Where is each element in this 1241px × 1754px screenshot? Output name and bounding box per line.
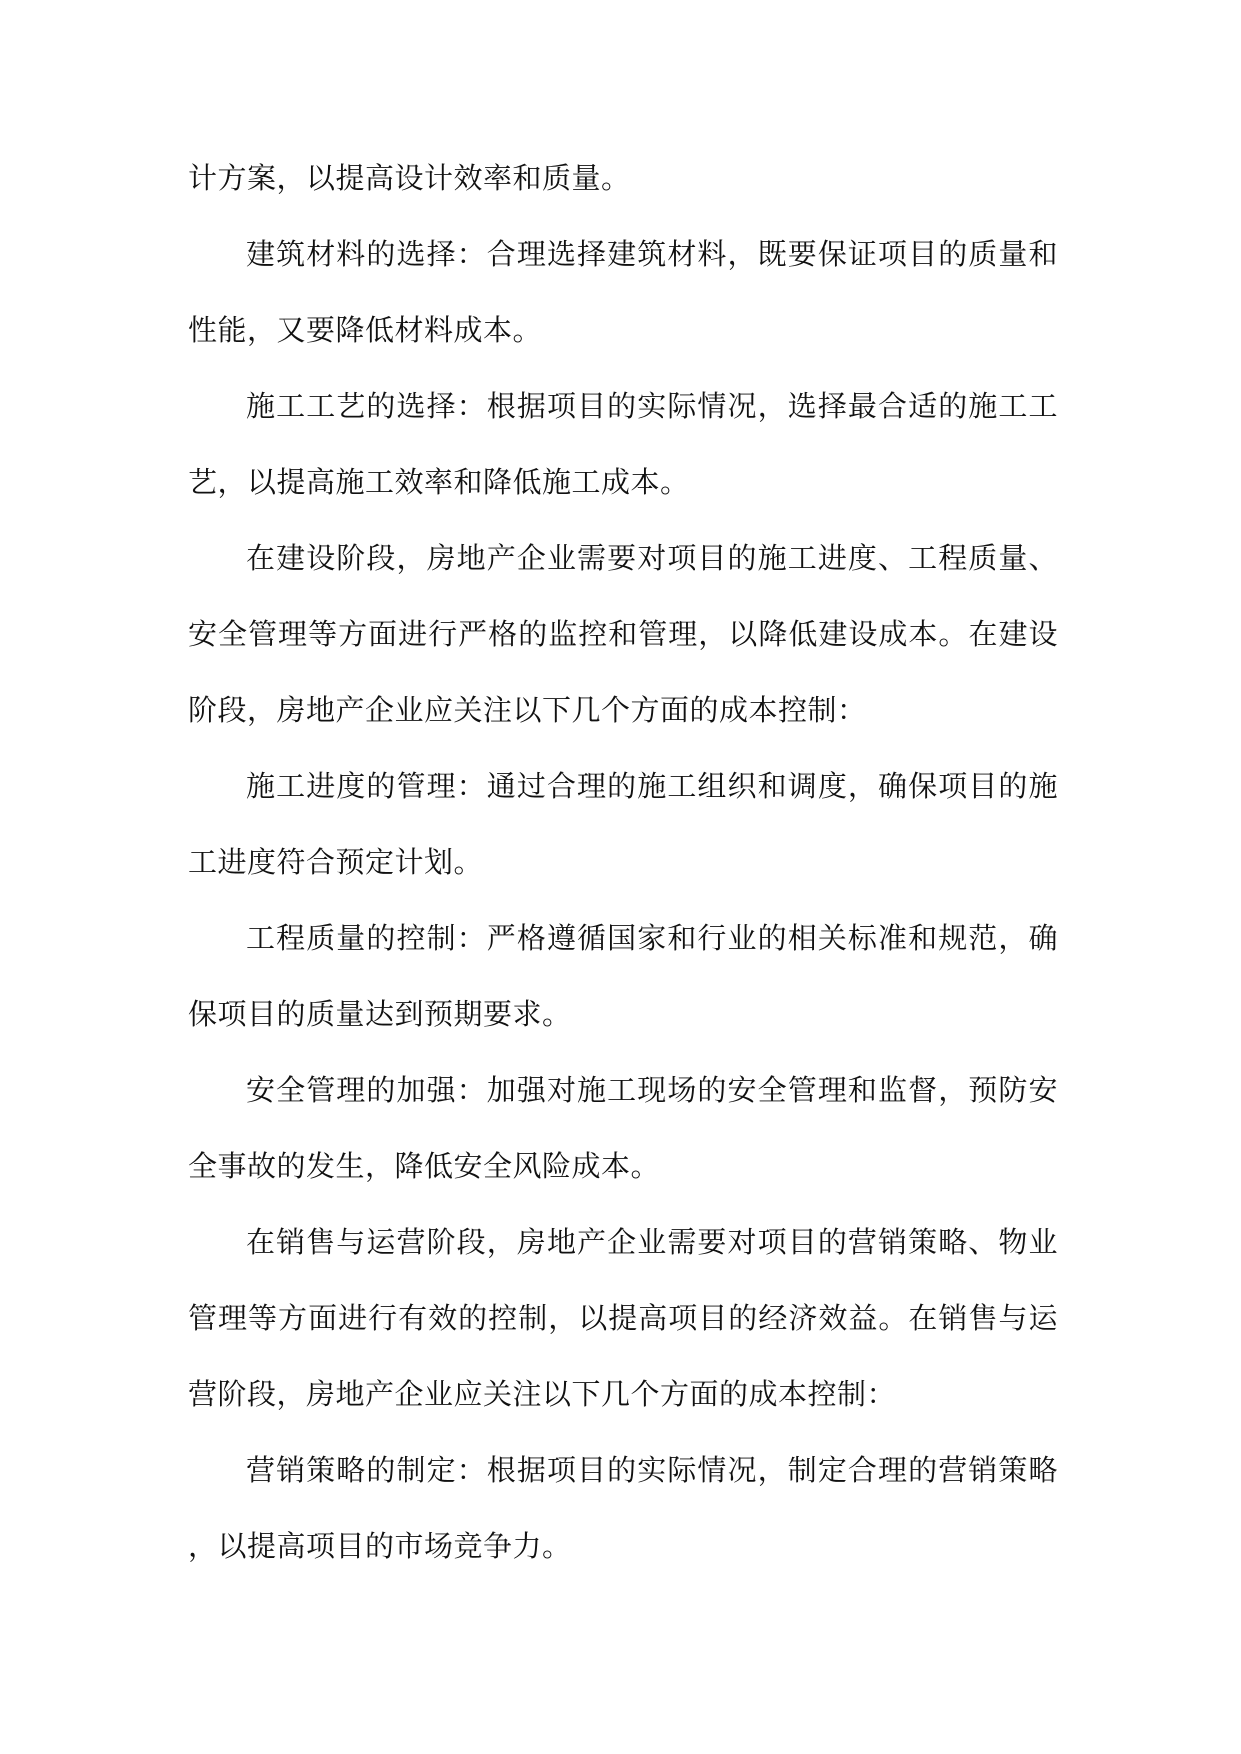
- paragraph: 在销售与运营阶段，房地产企业需要对项目的营销策略、物业管理等方面进行有效的控制，以提高项目的经济效益。在销售与运营阶段，房地产企业应关注以下几个方面的成本控制：: [188, 1225, 1058, 1411]
- paragraph: 建筑材料的选择：合理选择建筑材料，既要保证项目的质量和性能，又要降低材料成本。: [188, 237, 1058, 347]
- body-text: [188, 140, 1058, 1584]
- paragraph: 工程质量的控制：严格遵循国家和行业的相关标准和规范，确保项目的质量达到预期要求。: [188, 921, 1058, 1031]
- paragraph: 安全管理的加强：加强对施工现场的安全管理和监督，预防安全事故的发生，降低安全风险成本。: [188, 1073, 1058, 1183]
- paragraph: 在建设阶段，房地产企业需要对项目的施工进度、工程质量、安全管理等方面进行严格的监控和管理，以降低建设成本。在建设阶段，房地产企业应关注以下几个方面的成本控制：: [188, 541, 1058, 727]
- paragraph: 计方案，以提高设计效率和质量。: [188, 161, 631, 195]
- paragraph: 施工进度的管理：通过合理的施工组织和调度，确保项目的施工进度符合预定计划。: [188, 769, 1058, 879]
- paragraph: 营销策略的制定：根据项目的实际情况，制定合理的营销策略，以提高项目的市场竞争力。: [188, 1453, 1058, 1563]
- paragraph: 施工工艺的选择：根据项目的实际情况，选择最合适的施工工艺，以提高施工效率和降低施工成本。: [188, 389, 1058, 499]
